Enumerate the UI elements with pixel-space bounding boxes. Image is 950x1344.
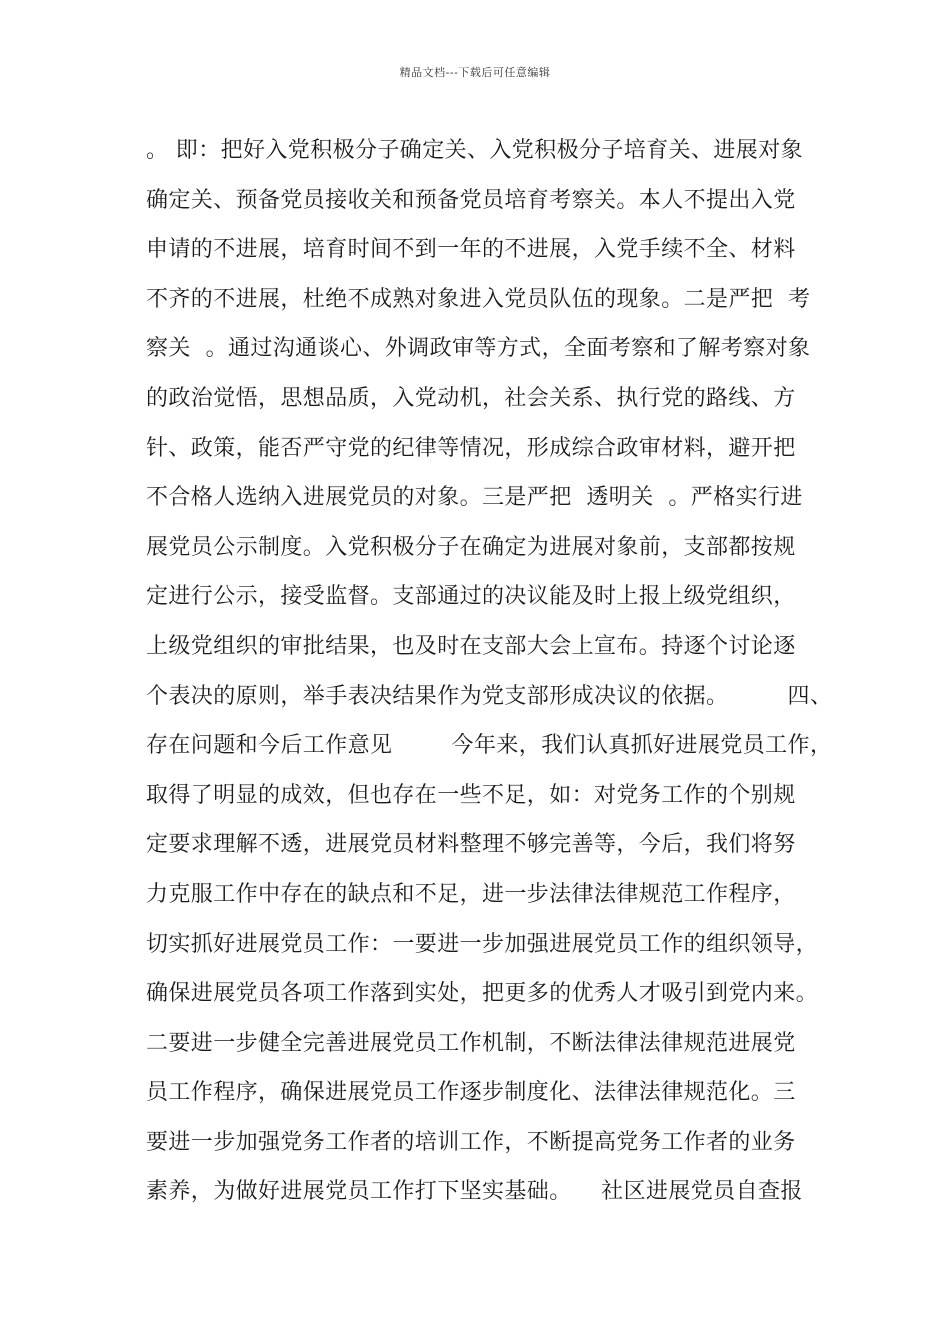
text-line: 不齐的不进展，杜绝不成熟对象进入党员队伍的现象。二是严把 考 [146,286,811,312]
text-line: 。 即：把好入党积极分子确定关、入党积极分子培育关、进展对象 [146,138,803,163]
text-line: 确定关、预备党员接收关和预备党员培育考察关。本人不提出入党 [146,187,796,213]
text-line: 切实抓好进展党员工作：一要进一步加强进展党员工作的组织领导， [146,931,819,957]
page-header: 精品文档---下载后可任意编辑 [399,66,551,79]
body-text [146,135,836,1226]
text-line: 不合格人选纳入进展党员的对象。三是严把 透明关 。严格实行进 [146,485,803,511]
text-line: 定进行公示，接受监督。支部通过的决议能及时上报上级党组织， [146,584,796,610]
text-line: 上级党组织的审批结果，也及时在支部大会上宣布。持逐个讨论逐 [146,633,796,659]
text-line: 定要求理解不透，进展党员材料整理不够完善等，今后，我们将努 [146,832,796,858]
text-line: 存在问题和今后工作意见 今年来，我们认真抓好进展党员工作， [146,733,833,759]
text-line: 确保进展党员各项工作落到实处，把更多的优秀人才吸引到党内来。 [146,981,819,1007]
text-line: 素养，为做好进展党员工作打下坚实基础。 社区进展党员自查报 [146,1179,803,1205]
text-line: 要进一步加强党务工作者的培训工作，不断提高党务工作者的业务 [146,1129,796,1155]
text-line: 申请的不进展，培育时间不到一年的不进展，入党手续不全、材料 [146,237,796,263]
text-line: 的政治觉悟，思想品质，入党动机，社会关系、执行党的路线、方 [146,385,796,411]
text-line: 针、政策，能否严守党的纪律等情况，形成综合政审材料，避开把 [146,435,796,461]
text-line: 察关 。通过沟通谈心、外调政审等方式，全面考察和了解考察对象 [146,336,811,362]
text-line: 个表决的原则，举手表决结果作为党支部形成决议的依据。 四、 [146,683,833,709]
text-line: 员工作程序，确保进展党员工作逐步制度化、法律法律规范化。三 [146,1080,796,1106]
text-line: 取得了明显的成效，但也存在一些不足，如：对党务工作的个别规 [146,782,796,808]
text-line: 力克服工作中存在的缺点和不足，进一步法律法律规范工作程序， [146,881,796,907]
text-line: 展党员公示制度。入党积极分子在确定为进展对象前，支部都按规 [146,534,796,560]
text-line: 二要进一步健全完善进展党员工作机制，不断法律法律规范进展党 [146,1030,796,1056]
